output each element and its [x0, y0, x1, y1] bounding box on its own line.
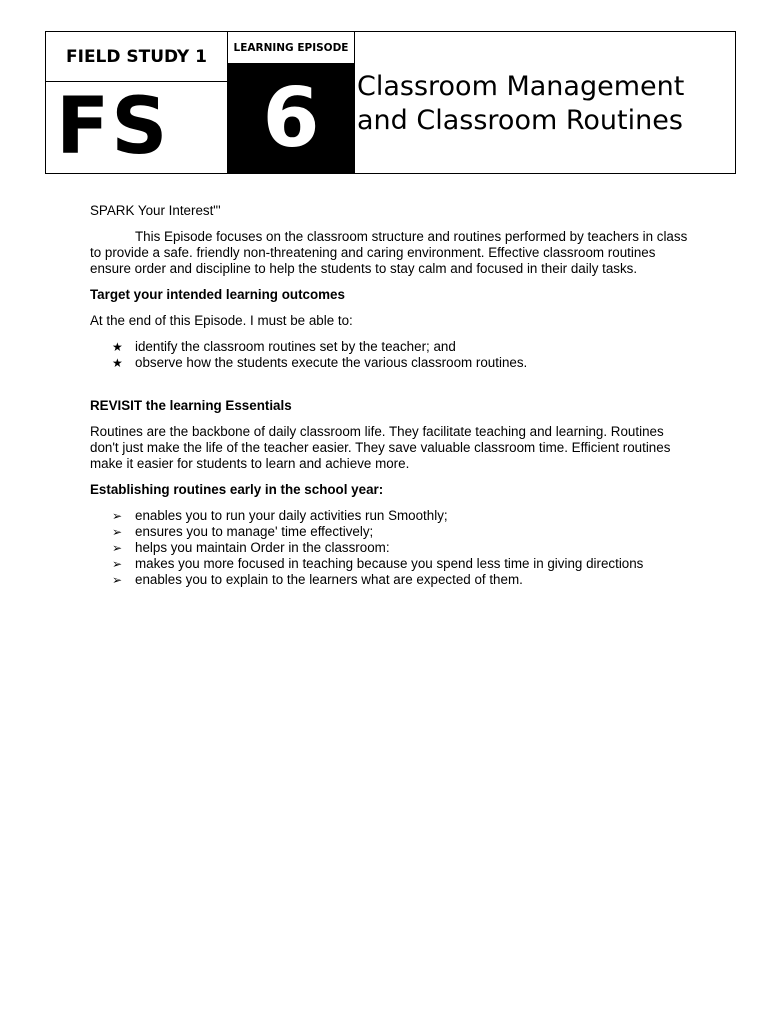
star-icon: ★ [112, 356, 123, 370]
star-icon: ★ [112, 340, 123, 354]
learning-episode-label: LEARNING EPISODE [228, 32, 355, 63]
establishing-heading: Establishing routines early in the school year: [90, 482, 384, 497]
document-body [90, 203, 690, 598]
list-item: ★ identify the classroom routines set by the teacher; and [112, 339, 456, 354]
spark-heading: SPARK Your Interest"' [90, 203, 221, 218]
target-list [90, 339, 690, 371]
fs-label: FS [46, 82, 228, 173]
field-study-label: FIELD STUDY 1 [46, 32, 228, 82]
target-heading: Target your intended learning outcomes [90, 287, 345, 302]
revisit-heading: REVISIT the learning Essentials [90, 398, 292, 413]
establishing-list [90, 508, 690, 588]
list-item: ★ observe how the students execute the various classroom routines. [112, 355, 528, 370]
list-item: ➢ ensures you to manage' time effectively; [112, 524, 374, 539]
spark-paragraph: This Episode focuses on the classroom structure and routines performed by teachers in class to provide a safe. friendly non-threatening and caring environment. Effective classroom routines ensure order and discipline to help the students to stay calm and focused in their daily tasks. [90, 229, 688, 276]
list-item: ➢ makes you more focused in teaching because you spend less time in giving directions [112, 556, 644, 571]
arrowhead-icon: ➢ [112, 541, 123, 555]
list-item: ➢ enables you to explain to the learners what are expected of them. [112, 572, 523, 587]
arrowhead-icon: ➢ [112, 509, 123, 523]
episode-title-line1: Classroom Management [357, 71, 685, 102]
episode-header [45, 31, 736, 174]
arrowhead-icon: ➢ [112, 573, 123, 587]
revisit-paragraph: Routines are the backbone of daily classroom life. They facilitate teaching and learning. Routines don't just make the life of the teacher easier. They save valuable classroom time. Efficient routines make it easier for students to learn and achieve more. [90, 424, 671, 471]
list-item: ➢ helps you maintain Order in the classroom: [112, 540, 390, 555]
target-intro: At the end of this Episode. I must be able to: [90, 313, 353, 328]
arrowhead-icon: ➢ [112, 557, 123, 571]
episode-title [355, 32, 735, 173]
arrowhead-icon: ➢ [112, 525, 123, 539]
episode-number: 6 [228, 63, 355, 173]
episode-title-line2: and Classroom Routines [357, 105, 683, 136]
list-item: ➢ enables you to run your daily activities run Smoothly; [112, 508, 448, 523]
